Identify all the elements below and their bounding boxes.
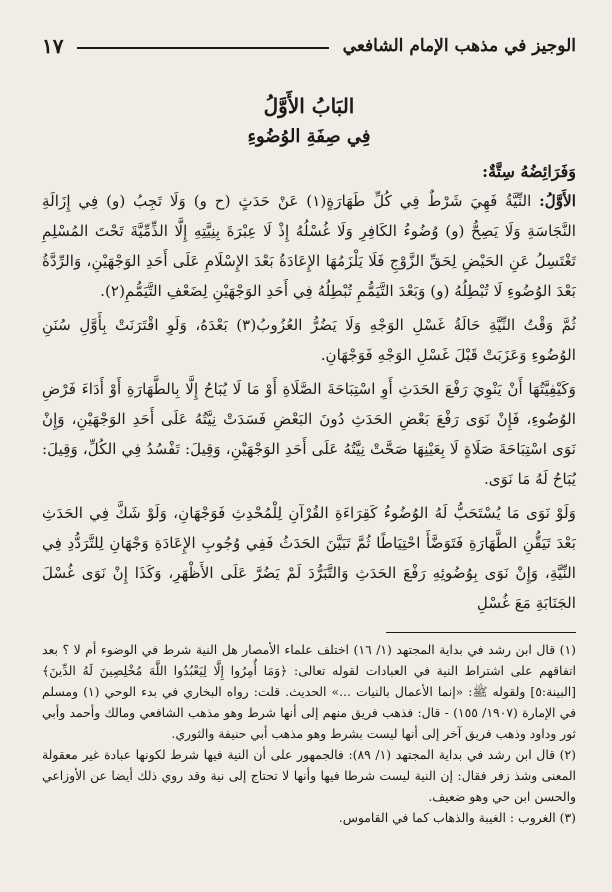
page-header — [42, 28, 576, 64]
paragraph-text: ثُمَّ وَقْتُ النِّيَّةِ حَالَةُ غَسْلِ الوَجْهِ وَلَا يَضُرُّ العُزُوبُ(٣) بَعْدَهُ، وَلَوِ اقْتَرَنَتْ بِأَوَّلِ سُنَنِ الوُضُوءِ وَعَزَبَتْ قَبْلَ غَسْلِ الوَجْهِ فَوَجْهَانِ. — [42, 316, 576, 364]
header-rule — [77, 47, 328, 49]
paragraph — [42, 186, 576, 306]
footnote-separator — [386, 632, 576, 633]
footnote: (١) قال ابن رشد في بداية المجتهد (١/ ١٦) اختلف علماء الأمصار هل النية شرط في الوضوء أم لا ؟ بعد اتفاقهم على اشتراط النية في العبادات لقوله تعالى: ﴿وَمَا أُمِرُوا إِلَّا لِيَعْبُدُوا اللَّهَ مُخْلِصِينَ لَهُ الدِّينَ﴾ [البينة:٥] ولقوله ﷺ: «إنما الأعمال بالنيات ...» الحديث. قلت: رواه البخاري في بدء الوحي (١) ومسلم في الإمارة (١٩٠٧/ ١٥٥) - قال: فذهب فريق منهم إلى أنها شرط وهو مذهب الشافعي ومالك وأحمد وأبي ثور وداود وذهب فريق آخر إلى أنها ليست بشرط وهو مذهب أبي حنيفة والثوري. — [42, 642, 576, 741]
body-text — [42, 186, 576, 618]
chapter-title: البَابُ الأَوَّلُ — [263, 94, 355, 118]
footnotes — [42, 639, 576, 828]
paragraph — [42, 374, 576, 494]
intro-line: وَفَرَائِضُهُ سِتَّةٌ: — [482, 162, 576, 181]
footnote: (٢) قال ابن رشد في بداية المجتهد (١/ ٨٩): فالجمهور على أن النية فيها شرط لكونها عبادة غير معقولة المعنى وشذ زفر فقال: إن النية ليست شرطا فيها وأنها لا تحتاج إلى نية وقد روي ذلك أيضا عن الأوزاعي والحسن ابن حي وهو ضعيف. — [42, 747, 577, 804]
paragraph — [42, 310, 576, 370]
running-title: الوجيز في مذهب الإمام الشافعي — [342, 36, 576, 56]
paragraph — [42, 498, 576, 618]
footnote: (٣) الغروب : الغيبة والذهاب كما في القاموس. — [338, 810, 576, 825]
section-title: فِي صِفَةِ الوُضُوءِ — [247, 126, 371, 147]
paragraph-text: وَكَيْفِيَّتُهَا أَنْ يَنْوِيَ رَفْعَ الحَدَثِ أَوِ اسْتِبَاحَةَ الصَّلَاةِ أَوْ مَا لَا يُبَاحُ إِلَّا بِالطَّهَارَةِ أَوْ أَدَاءَ فَرْضِ الوُضُوءِ، فَإِنْ نَوَى رَفْعَ بَعْضِ الحَدَثِ دُونَ البَعْضِ فَسَدَتْ نِيَّتُهُ عَلَى أَحَدِ الوَجْهَيْنِ، وَإِنْ نَوَى اسْتِبَاحَةَ صَلَاةٍ لَا بِعَيْنِهَا صَحَّتْ نِيَّتُهُ عَلَى أَحَدِ الوَجْهَيْنِ، وَقِيلَ: تَفْسُدُ فِي الكُلِّ، وَقِيلَ: يُبَاحُ لَهُ مَا نَوَى. — [42, 380, 576, 488]
paragraph-text: النِّيَّةُ فَهِيَ شَرْطٌ فِي كُلِّ طَهَارَةٍ(١) عَنْ حَدَثٍ (ح و) وَلَا تَجِبُ (و) فِي إِزَالَةِ النَّجَاسَةِ وَلَا يَصِحُّ (و) وُضُوءُ الكَافِرِ وَلَا غُسْلُهُ إِذْ لَا عِبْرَةَ بِنِيَّتِهِ إِلَّا الذِّمِّيَّةَ تَحْتَ المُسْلِمِ تَغْتَسِلُ عَنِ الحَيْضِ لِحَقِّ الزَّوْجِ فَلَا يَلْزَمُهَا الإِعَادَةُ بَعْدَ الإِسْلَامِ عَلَى أَحَدِ الوَجْهَيْنِ، وَالرِّدَّةُ بَعْدَ الوُضُوءِ لَا تُبْطِلُهُ (و) وَبَعْدَ التَّيَمُّمِ تُبْطِلُهُ فِي أَحَدِ الوَجْهَيْنِ لِضَعْفِ التَّيَمُّمِ(٢). — [42, 192, 576, 300]
paragraph-label: الأَوَّلُ: — [539, 192, 576, 210]
paragraph-text: وَلَوْ نَوَى مَا يُسْتَحَبُّ لَهُ الوُضُوءُ كَقِرَاءَةِ القُرْآنِ لِلْمُحْدِثِ فَوَجْهَانِ، وَلَوْ شَكَّ فِي الحَدَثِ بَعْدَ تَيَقُّنِ الطَّهَارَةِ فَتَوَضَّأَ احْتِيَاطًا ثُمَّ تَبَيَّنَ الحَدَثُ فَفِي وُجُوبِ الإِعَادَةِ وَجْهَانِ لِلتَّرَدُّدِ فِي النِّيَّةِ، وَإِنْ نَوَى بِوُضُوئِهِ رَفْعَ الحَدَثِ وَالتَّبَرُّدَ لَمْ يَضُرَّ عَلَى الأَظْهَرِ، وَكَذَا إِنْ نَوَى غُسْلَ الجَنَابَةِ مَعَ غُسْلِ — [42, 504, 576, 612]
page-number: ١٧ — [42, 34, 64, 58]
